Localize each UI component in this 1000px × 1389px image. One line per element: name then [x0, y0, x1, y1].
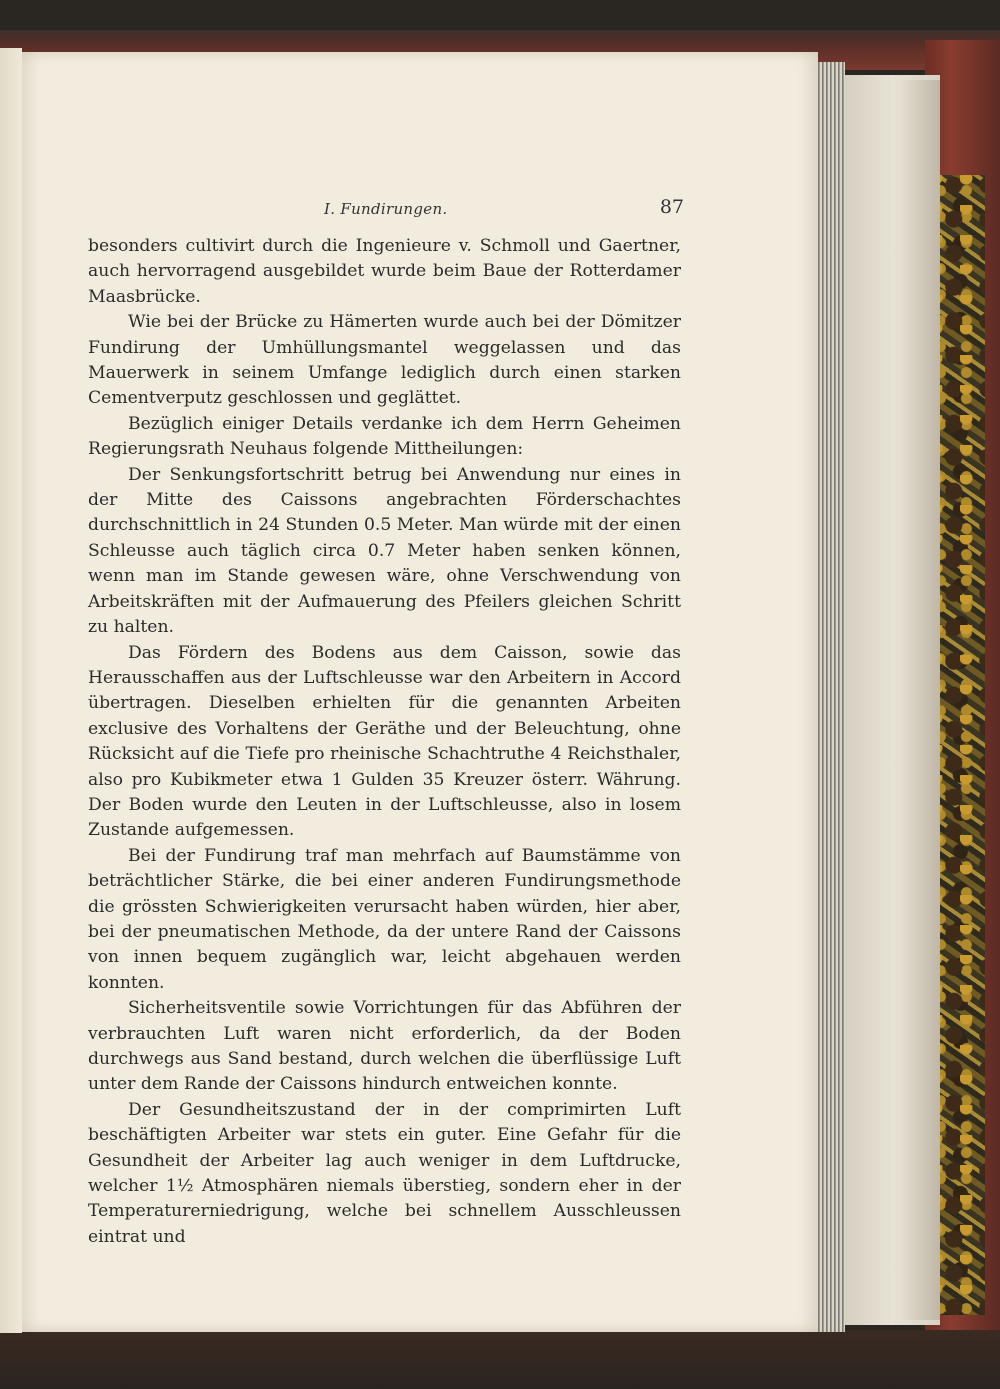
running-head [324, 196, 684, 226]
paragraph: Bei der Fundirung traf man mehrfach auf Baumstämme von beträchtlicher Stärke, die bei einer anderen Fundirungsmethode die grössten Schwierigkeiten verursacht haben würden, hier aber, bei der pneumatischen Methode, da der untere Rand der Caissons von innen bequem zugänglich war, leicht abgehauen werden konnten. [88, 845, 681, 993]
page-shadow [900, 80, 940, 1320]
paragraph: Wie bei der Brücke zu Hämerten wurde auch bei der Dömitzer Fundirung der Umhüllungsmantel weggelassen und das Mauerwerk in seinem Umfange lediglich durch einen starken Cementverputz geschlossen und geglättet. [88, 312, 681, 409]
page-number: 87 [659, 196, 684, 218]
paragraph: Sicherheitsventile sowie Vorrichtungen für das Abführen der verbrauchten Luft waren nicht erforderlich, da der Boden durchwegs aus Sand bestand, durch welchen die überflüssige Luft unter dem Rande der Caissons hindurch entweichen konnte. [88, 998, 681, 1095]
facing-page-edge [0, 48, 22, 1333]
paragraph: Bezüglich einiger Details verdanke ich dem Herrn Geheimen Regierungsrath Neuhaus folgende Mittheilungen: [88, 413, 681, 460]
book-cover-bottom-edge [0, 1330, 1000, 1389]
paragraph: Der Senkungsfortschritt betrug bei Anwendung nur eines in der Mitte des Caissons angebrachten Förderschachtes durchschnittlich in 24 Stunden 0.5 Meter. Man würde mit der einen Schleusse auch täglich circa 0.7 Meter haben senken können, wenn man im Stande gewesen wäre, ohne Verschwendung von Arbeitskräften mit der Aufmauerung des Pfeilers gleichen Schritt zu halten. [88, 464, 681, 638]
paragraph: Der Gesundheitszustand der in der comprimirten Luft beschäftigten Arbeiter war stets ein guter. Eine Gefahr für die Gesundheit der Arbeiter lag auch weniger in dem Luftdrucke, welcher 1½ Atmosphären niemals überstieg, sondern eher in der Temperaturerniedrigung, welche bei schnellem Ausschleussen eintrat und [88, 1099, 681, 1247]
paragraph: besonders cultivirt durch die Ingenieure v. Schmoll und Gaertner, auch hervorragend ausgebildet wurde beim Baue der Rotterdamer Maasbrücke. [88, 236, 681, 307]
body-text [88, 234, 681, 1250]
running-title: I. Fundirungen. [324, 200, 448, 218]
page-edge-stack [815, 62, 845, 1332]
paragraph: Das Fördern des Bodens aus dem Caisson, sowie das Herausschaffen aus der Luftschleusse war den Arbeitern in Accord übertragen. Dieselben erhielten für die genannten Arbeiten exclusive des Vorhaltens der Geräthe und der Beleuchtung, ohne Rücksicht auf die Tiefe pro rheinische Schachtruthe 4 Reichsthaler, also pro Kubikmeter etwa 1 Gulden 35 Kreuzer österr. Währung. Der Boden wurde den Leuten in der Luftschleusse, also in losem Zustande aufgemessen. [88, 642, 681, 841]
